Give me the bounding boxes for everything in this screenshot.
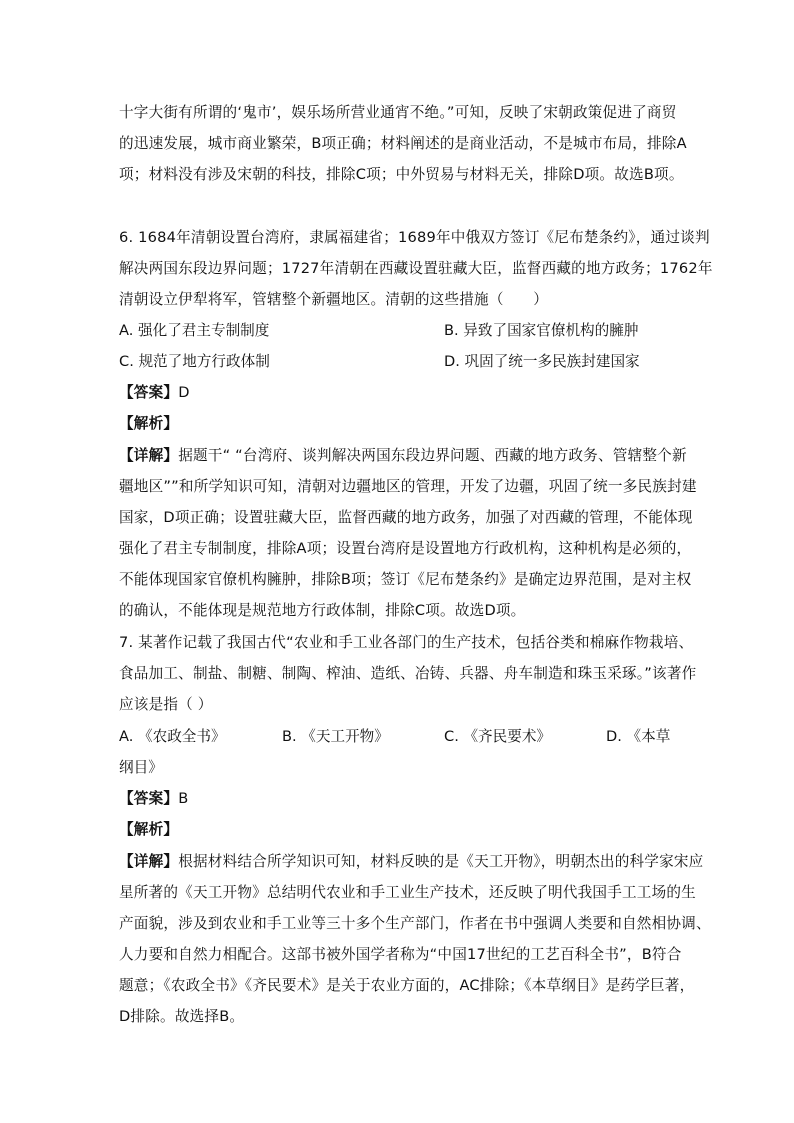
analysis-tag: 【解析】	[119, 415, 179, 432]
q6-option-d: D. 巩固了统一多民族封建国家	[444, 353, 640, 370]
q6-detail-line: 疆地区””和所学知识可知，清朝对边疆地区的管理，开发了边疆，巩固了统一多民族封建	[119, 478, 697, 495]
q7-stem-line: 应该是指（ ）	[119, 696, 213, 713]
detail-text: 根据材料结合所学知识可知，材料反映的是《天工开物》，明朝杰出的科学家宋应	[178, 853, 704, 870]
q7-option-d-continued: 纲目》	[119, 759, 163, 776]
analysis-tag: 【解析】	[119, 821, 179, 838]
q6-stem-line: 6. 1684年清朝设置台湾府，隶属福建省；1689年中俄双方签订《尼布楚条约》，通过谈判	[119, 229, 710, 246]
text-line: 十字大街有所谓的‘鬼市’，娱乐场所营业通宵不绝。”可知，反映了宋朝政策促进了商贸	[119, 104, 677, 121]
answer-tag: 【答案】	[119, 790, 179, 807]
q6-analysis-tag	[119, 414, 679, 434]
q6-detail-line: 国家，D项正确；设置驻藏大臣，监督西藏的地方政务，加强了对西藏的管理，不能体现	[119, 509, 693, 526]
q6-option-b: B. 异致了国家官僚机构的臃肿	[444, 322, 639, 339]
detail-tag: 【详解】	[119, 853, 179, 870]
q7-detail-line: 人力要和自然力相配合。这部书被外国学者称为“中国17世纪的工艺百科全书”，B符合	[119, 946, 682, 963]
q7-detail-line: D排除。故选择B。	[119, 1008, 245, 1025]
answer-value: D	[178, 384, 190, 401]
q6-detail-line	[119, 446, 687, 466]
q6-detail-line: 的确认，不能体现是规范地方行政体制，排除C项。故选D项。	[119, 602, 526, 619]
q6-option-c: C. 规范了地方行政体制	[119, 353, 270, 370]
text-line: 项；材料没有涉及宋朝的科技，排除C项；中外贸易与材料无关，排除D项。故选B项。	[119, 166, 684, 183]
q7-option-a: A. 《农政全书》	[119, 728, 226, 745]
q7-analysis-tag	[119, 820, 679, 840]
q6-stem-line: 解决两国东段边界问题；1727年清朝在西藏设置驻藏大臣，监督西藏的地方政务；1762年	[119, 260, 713, 277]
detail-tag: 【详解】	[119, 447, 179, 464]
q7-stem-line: 7. 某著作记载了我国古代“农业和手工业各部门的生产技术，包括谷类和棉麻作物栽培、	[119, 634, 694, 651]
q7-detail-line: 星所著的《天工开物》总结明代农业和手工业生产技术，还反映了明代我国手工工场的生	[119, 884, 696, 901]
q6-option-a: A. 强化了君主专制制度	[119, 322, 270, 339]
answer-tag: 【答案】	[119, 384, 179, 401]
q7-answer	[119, 789, 679, 809]
q6-detail-line: 强化了君主专制制度，排除A项；设置台湾府是设置地方行政机构，这种机构是必须的，	[119, 540, 692, 557]
q7-option-c: C. 《齐民要术》	[444, 728, 552, 745]
text-line: 的迅速发展，城市商业繁荣，B项正确；材料阐述的是商业活动，不是城市布局，排除A	[119, 135, 687, 152]
q7-detail-line: 题意；《农政全书》《齐民要术》是关于农业方面的，AC排除；《本草纲目》是药学巨著，	[119, 977, 695, 994]
q6-detail-line: 不能体现国家官僚机构臃肿，排除B项；签订《尼布楚条约》是确定边界范围，是对主权	[119, 571, 692, 588]
q7-option-d: D. 《本草	[606, 728, 671, 745]
q7-option-b: B. 《天工开物》	[282, 728, 389, 745]
q7-stem-line: 食品加工、制盐、制糖、制陶、榨油、造纸、冶铸、兵器、舟车制造和珠玉采琢。”该著作	[119, 665, 697, 682]
q6-stem-line: 清朝设立伊犁将军，管辖整个新疆地区。清朝的这些措施（ ）	[119, 291, 549, 308]
answer-value: B	[178, 790, 189, 807]
q7-detail-line: 产面貌，涉及到农业和手工业等三十多个生产部门，作者在书中强调人类要和自然相协调、	[119, 915, 711, 932]
q7-detail-line	[119, 852, 704, 872]
detail-text: 据题干“ “台湾府、谈判解决两国东段边界问题、西藏的地方政务、管辖整个新	[178, 447, 687, 464]
q6-answer	[119, 383, 679, 403]
